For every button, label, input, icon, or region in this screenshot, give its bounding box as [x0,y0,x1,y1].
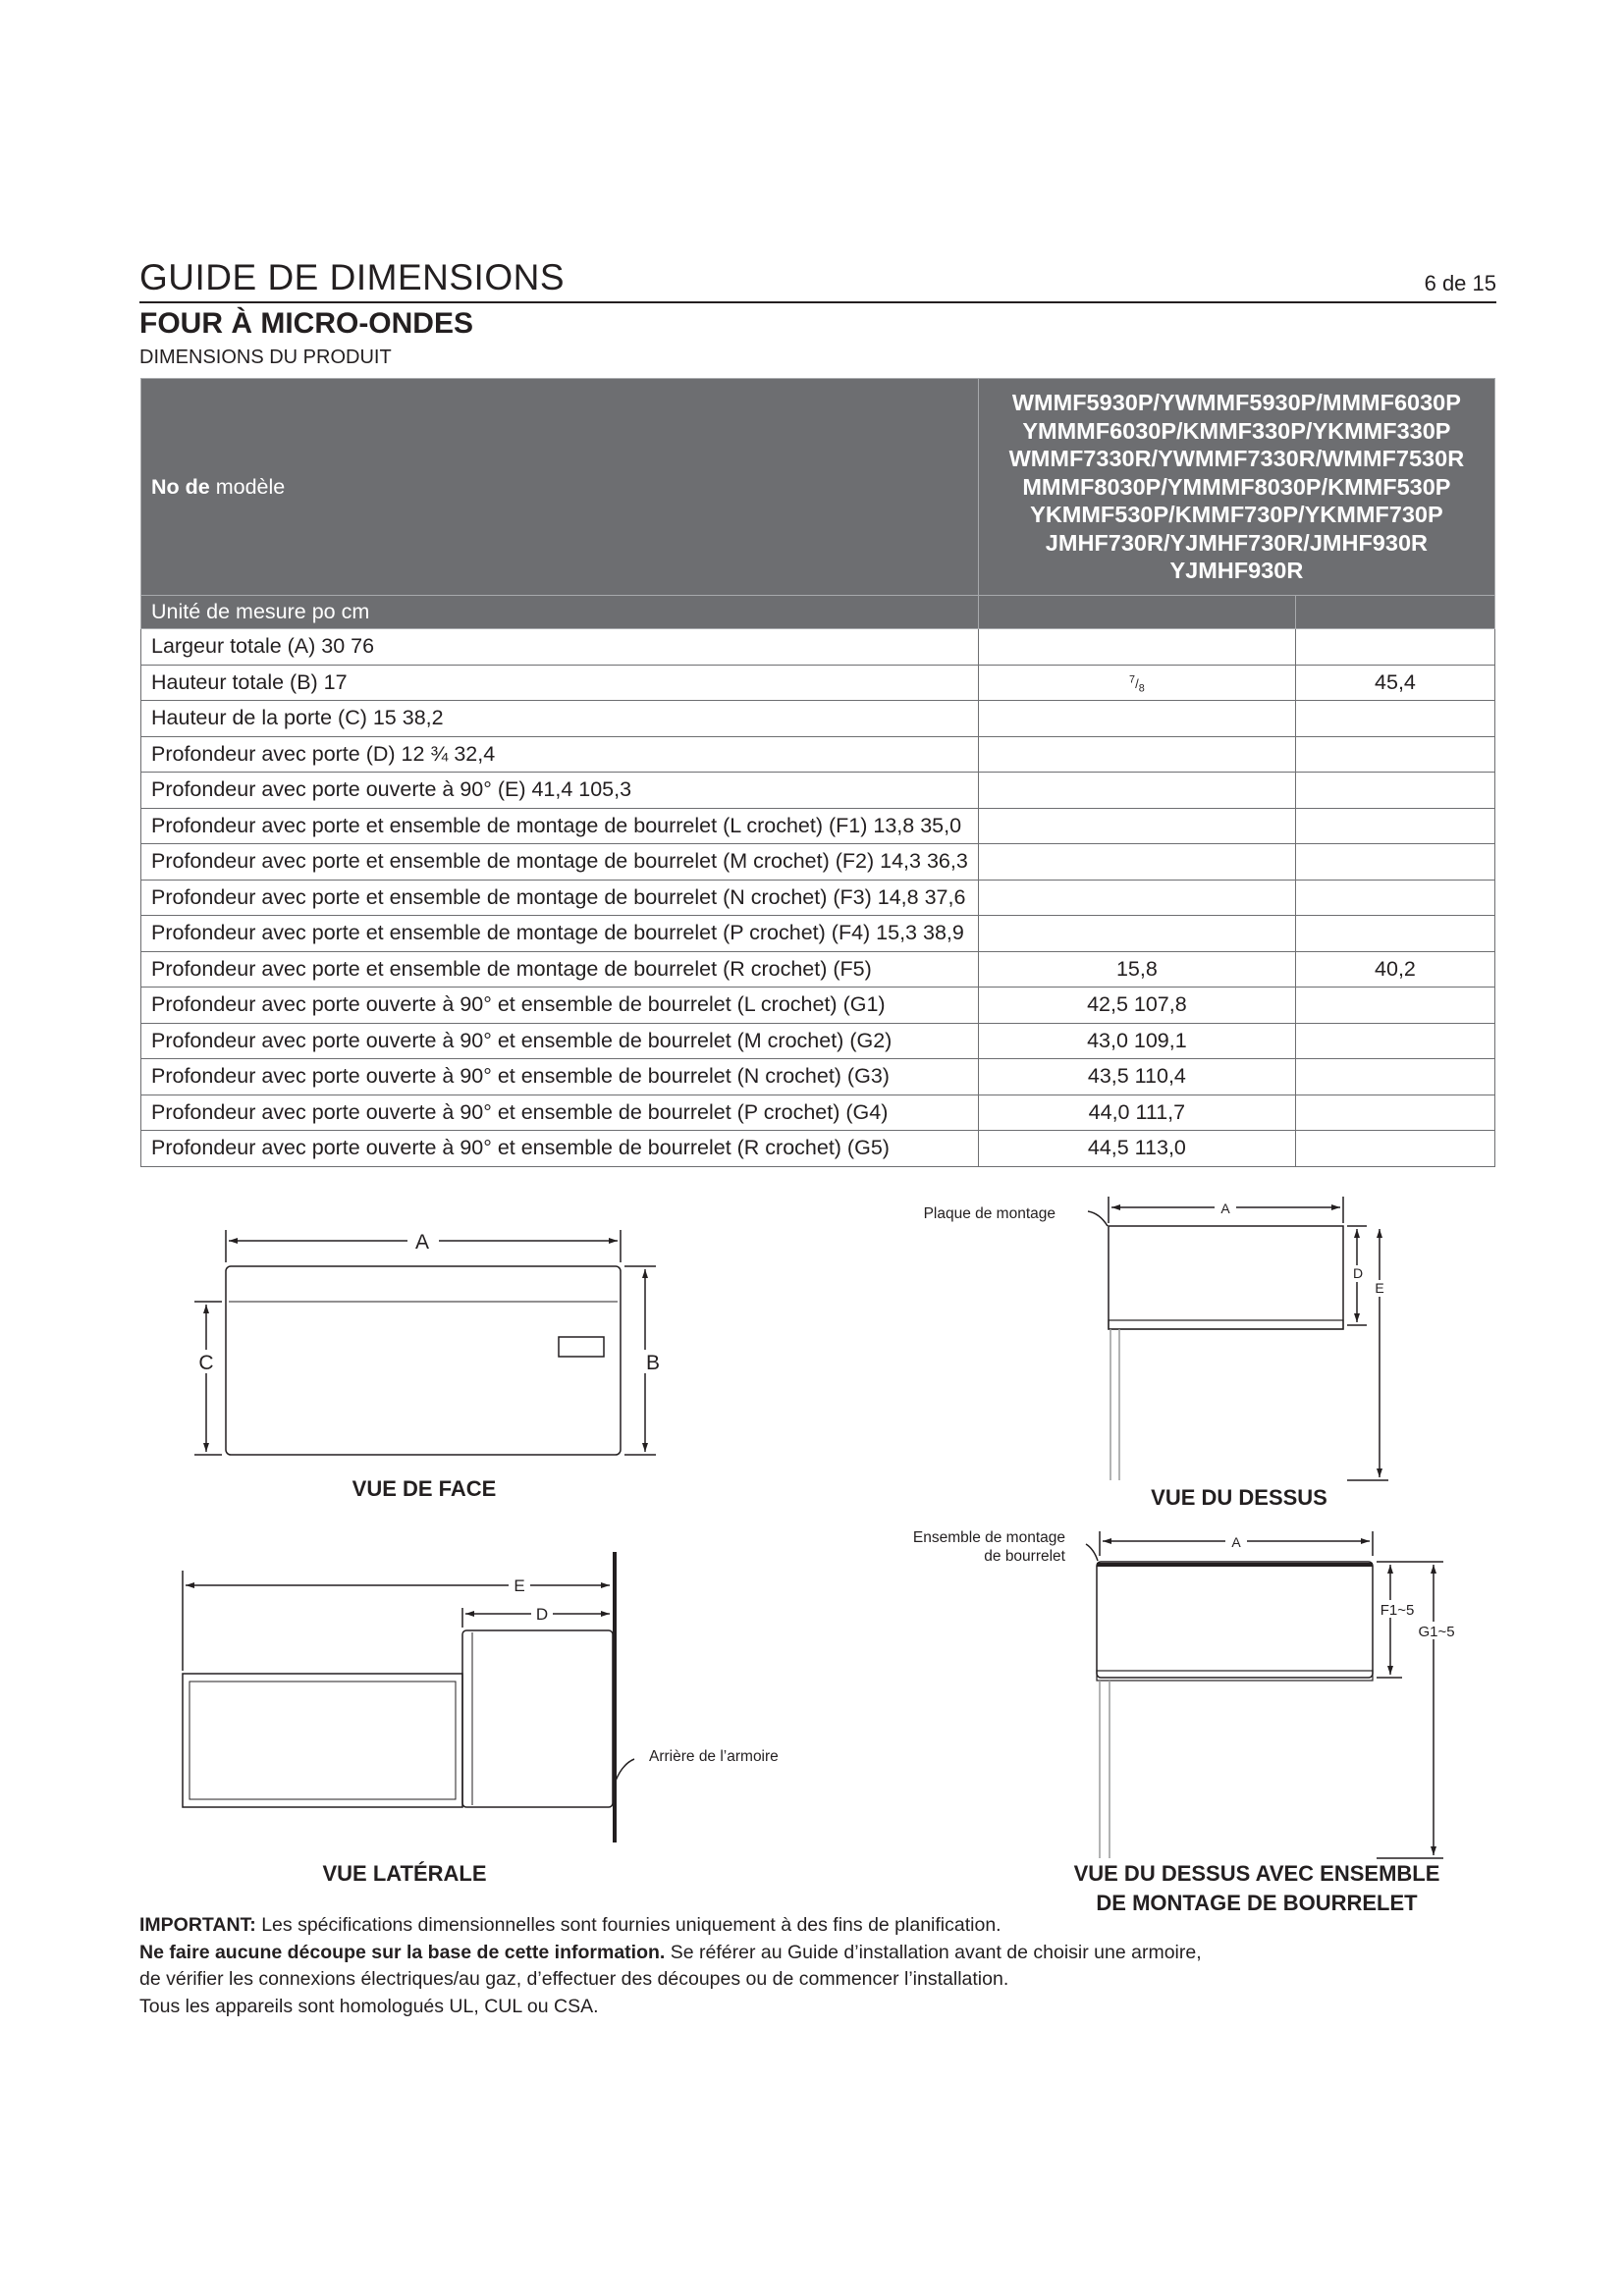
microwave-front-outline [226,1266,621,1455]
front-dim-a-label: A [414,1231,430,1254]
top-trim-view-diagram [1086,1531,1443,1858]
model-line: WMMF5930P/YWMMF5930P/MMMF6030P [1011,390,1461,416]
top-dim-a-label: A [1220,1201,1230,1216]
table-row: Profondeur avec porte ouverte à 90° et ensemble de bourrelet (R crochet) (G5) 44,5 113,0 [141,1131,1495,1167]
table-row: Profondeur avec porte ouverte à 90° et ensemble de bourrelet (M crochet) (G2) 43,0 109,1 [141,1023,1495,1059]
model-line: YJMHF930R [1169,558,1304,584]
cabinet-leader-line [616,1759,634,1781]
model-number-label: No de modèle [141,379,979,596]
top-trim-outline [1097,1562,1373,1678]
table-row: Profondeur avec porte (D) 12 ¾ 32,4 [141,736,1495,773]
table-row: Profondeur avec porte et ensemble de montage de bourrelet (M crochet) (F2) 14,3 36,3 [141,844,1495,881]
table-row: Hauteur totale (B) 17 $^7/_8$ 45,4 [141,665,1495,701]
page-number: 6 de 15 [1424,271,1496,295]
microwave-side-outline [462,1630,613,1807]
top-dim-d-label: D [1352,1265,1364,1281]
model-line: YMMMF6030P/KMMF330P/YKMMF330P [1022,417,1451,444]
side-view-diagram [183,1552,634,1842]
trim-kit-label-line2: de bourrelet [984,1548,1065,1565]
trim-dim-g-label: G1~5 [1418,1624,1455,1640]
model-line: JMHF730R/YJMHF730R/JMHF930R [1045,529,1428,556]
cabinet-back-label: Arrière de l’armoire [649,1748,779,1765]
note-line: de vérifier les connexions électriques/au gaz, d’effectuer des découpes ou de commencer l’installation. [139,1968,1009,1990]
model-line: MMMF8030P/YMMMF8030P/KMMF530P [1022,473,1451,500]
trim-kit-leader-line [1086,1544,1098,1561]
table-row: Profondeur avec porte ouverte à 90° et ensemble de bourrelet (L crochet) (G1) 42,5 107,8 [141,988,1495,1024]
table-row: Profondeur avec porte et ensemble de montage de bourrelet (N crochet) (F3) 14,8 37,6 [141,880,1495,916]
important-notes [139,1912,1202,2020]
control-panel-icon [559,1337,604,1357]
table-row: Profondeur avec porte ouverte à 90° (E) 41,4 105,3 [141,773,1495,809]
unit-label: Unité de mesure po cm [141,596,979,629]
side-dim-d-label: D [535,1605,549,1624]
side-dim-e-label: E [514,1576,525,1595]
section-label: DIMENSIONS DU PRODUIT [139,347,392,368]
table-row: Hauteur de la porte (C) 15 38,2 [141,701,1495,737]
top-dim-e-label: E [1375,1280,1384,1296]
trim-dim-a-label: A [1231,1534,1241,1550]
trim-kit-label-line1: Ensemble de montage [912,1529,1065,1546]
table-row: Largeur totale (A) 30 76 [141,629,1495,666]
top-view-title: VUE DU DESSUS [1151,1485,1327,1510]
fraction-cell: $^7/_8$ [978,665,1295,701]
page-title: GUIDE DE DIMENSIONS [139,257,565,297]
mounting-plate-label: Plaque de montage [923,1205,1056,1222]
top-trim-view-title-line2: DE MONTAGE DE BOURRELET [1096,1891,1418,1915]
product-subtitle: FOUR À MICRO-ONDES [139,307,473,340]
open-door-outline [183,1674,462,1807]
model-line: YKMMF530P/KMMF730P/YKMMF730P [1030,502,1443,528]
front-view-title: VUE DE FACE [352,1476,497,1501]
table-row: Profondeur avec porte et ensemble de montage de bourrelet (R crochet) (F5) 15,8 40,2 [141,951,1495,988]
top-trim-view-title-line1: VUE DU DESSUS AVEC ENSEMBLE [1073,1861,1440,1886]
table-row: Profondeur avec porte ouverte à 90° et ensemble de bourrelet (N crochet) (G3) 43,5 110,4 [141,1059,1495,1095]
side-view-title: VUE LATÉRALE [322,1861,487,1886]
table-row: Profondeur avec porte et ensemble de montage de bourrelet (P crochet) (F4) 15,3 38,9 [141,916,1495,952]
trim-dim-f-label: F1~5 [1380,1602,1415,1619]
top-view-diagram [1088,1197,1388,1480]
model-line: WMMF7330R/YWMMF7330R/WMMF7530R [1008,446,1465,472]
front-dim-c-label: C [198,1352,214,1374]
note-line: Ne faire aucune découpe sur la base de cette information. Se référer au Guide d’installation avant de choisir une armoire, [139,1941,1202,1963]
front-view-diagram [194,1230,656,1455]
top-view-outline [1109,1226,1343,1329]
front-dim-b-label: B [645,1352,661,1374]
table-row: Profondeur avec porte et ensemble de montage de bourrelet (L crochet) (F1) 13,8 35,0 [141,808,1495,844]
note-line: Tous les appareils sont homologués UL, CUL ou CSA. [139,1995,599,2017]
note-line: IMPORTANT: Les spécifications dimensionnelles sont fournies uniquement à des fins de planification. [139,1914,1001,1936]
plate-leader-line [1088,1211,1108,1226]
table-row: Profondeur avec porte ouverte à 90° et ensemble de bourrelet (P crochet) (G4) 44,0 111,7 [141,1095,1495,1131]
